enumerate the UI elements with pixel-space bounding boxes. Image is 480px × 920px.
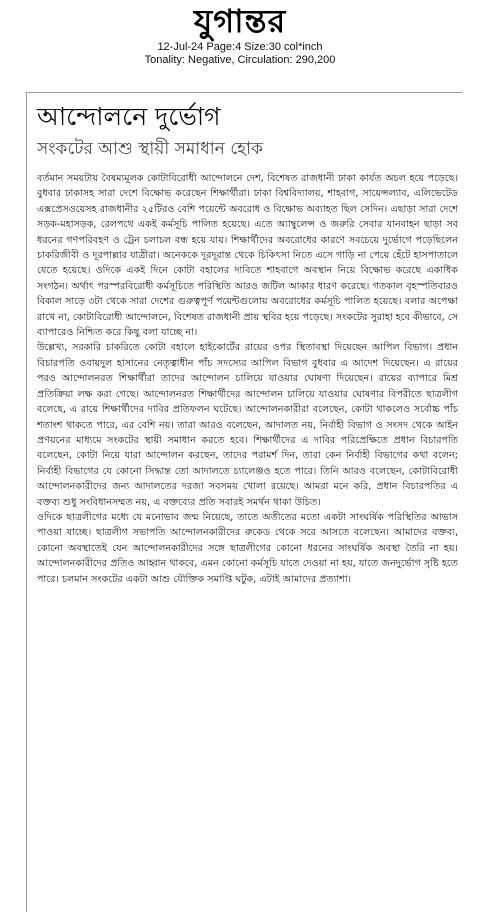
article-headline: আন্দোলনে দুর্ভোগ xyxy=(37,102,221,131)
article-paragraph: উল্লেখ্য, সরকারি চাকরিতে কোটা বহালে হাইকোর্টের রায়ের ওপর স্থিতাবস্থা দিয়েছেন আপিল বিভাগ। প্রধান বিচারপতি ওবায়দুল হাসানের নেতৃত্বাধীন পাঁচ সদস্যের আপিল বিভাগ বুধবার এ আদেশ দিয়েছেন। এ রায়ের পরও আন্দোলনরত শিক্ষার্থীরা তাদের আন্দোলন চালিয়ে যাওয়ার ঘোষণা দিয়েছেন। রায়ের ব্যাপারে মিশ্র প্রতিক্রিয়া লক্ষ করা গেছে। আন্দোলনরত শিক্ষার্থীদের আন্দোলন চালিয়ে যাওয়ার ঘোষণার বিপরীতে ছাত্রলীগ বলেছে, এ রায়ে শিক্ষার্থীদের দাবির প্রতিফলন ঘটেছে। আন্দোলনকারীরা বলেছেন, কোটা থাকলেও সর্বোচ্চ পাঁচ শতাংশ থাকতে পারে, এর বেশি নয়। তারা আরও বলেছেন, আদালত নয়, নির্বাহী বিভাগ ও সংসদ থেকে আইন প্রণয়নের মাধ্যমে সংকটের স্থায়ী সমাধান করতে হবে। শিক্ষার্থীদের এ দাবির পরিপ্রেক্ষিতে প্রধান বিচারপতি বলেছেন, কোটা নিয়ে যারা আন্দোলন করছেন, তাদের পরামর্শ দিন, তারা কেন নির্বাহী বিভাগের কথা বলেন; নির্বাহী বিভাগের যে কোনো সিদ্ধান্ত তো আদালতে চ্যালেঞ্জও হতে পারে। তিনি আরও বলেছেন, কোটাবিরোধী আন্দোলনকারীদের জন্য আদালতের দরজা সবসময় খোলা রয়েছে। আমরা মনে করি, প্রধান বিচারপতির এ বক্তব্য শুধু সংবিধানসম্মত নয়, এ বক্তব্যের প্রতি সবারই সমর্থন থাকা উচিত। xyxy=(37,342,458,508)
newspaper-logo: যুগান্তর xyxy=(193,2,287,40)
article-paragraph: বর্তমান সময়টায় বৈষম্যমূলক কোটাবিরোধী আন্দোলনে দেশ, বিশেষত রাজধানী ঢাকা কার্যত অচল হয়ে পড়েছে। বুধবার ঢাকাসহ সারা দেশে বিক্ষোভ করেছেন শিক্ষার্থীরা। ঢাকা বিশ্ববিদ্যালয়, শাহবাগ, সায়েন্সল্যাব, এলিভেটেড এক্সপ্রেসওয়েসহ রাজধানীর ২৫টিরও বেশি পয়েন্টে অবরোধ ও বিক্ষোভ অব্যাহত ছিল সেদিন। এছাড়া সারা দেশে সড়ক-মহাসড়ক, রেলপথে একই কর্মসূচি পালিত হয়েছে। এতে অ্যাম্বুলেন্স ও জরুরি সেবার যানবাহন ছাড়া সব ধরনের গণপরিবহণ ও ট্রেন চলাচল বন্ধ হয়ে যায়। শিক্ষার্থীদের অবরোধের কারণে সবচেয়ে দুর্ভোগে পড়েছিলেন চাকরিজীবী ও দূরপাল্লার যাত্রীরা। অনেককে দূরদূরান্ত থেকে চিকিৎসা নিতে এসে গাড়ি না পেয়ে হেঁটে হাসপাতালে যেতে হয়েছে। ওদিকে একই দিনে কোটা বহালের দাবিতে শাহবাগে অবস্থান নিয়ে বিক্ষোভ করেছে একাধিক সংগঠন। অর্থাৎ পরস্পরবিরোধী কর্মসূচিতে পরিস্থিতি আরও জটিল আকার ধারণ করেছে। গতকাল বৃহস্পতিবারও বিকাল সাড়ে ৩টা থেকে সারা দেশের গুরুত্বপূর্ণ পয়েন্টগুলোয় অবরোধের কর্মসূচি পালিত হয়েছে। বলার অপেক্ষা রাখে না, কোটাবিরোধী আন্দোলনে, বিশেষত রাজধানী প্রায় স্থবির হয়ে পড়েছে। সংকটের সুরাহা হবে কীভাবে, সে ব্যাপারেও নিশ্চিত করে কিছু বলা যাচ্ছে না। xyxy=(37,173,458,339)
clip-meta-line: 12-Jul-24 Page:4 Size:30 col*inch xyxy=(157,41,323,53)
article-subheadline: সংকটের আশু স্থায়ী সমাধান হোক xyxy=(37,139,263,159)
editorial-article xyxy=(26,92,462,912)
masthead xyxy=(0,0,480,82)
article-paragraph: ওদিকে ছাত্রলীগের মধ্যে যে মনোভাব জন্ম নিয়েছে, তাতে অতীতের মতো একটা সাংঘর্ষিক পরিস্থিতির আভাস পাওয়া যাচ্ছে। ছাত্রলীগ সভাপতি আন্দোলনকারীদের রুকেড থেকে সরে আসতে বলেছেন। আমাদের বক্তব্য, কোনো অবস্থাতেই যেন আন্দোলনকারীদের সঙ্গে ছাত্রলীগের কোনো ধরনের সাংঘর্ষিক অবস্থা তৈরি না হয়। আন্দোলনকারীদের প্রতিও আহ্বান থাকবে, এমন কোনো কর্মসূচি যাতে দেওয়া না হয়, যাতে জনদুর্ভোগ সৃষ্টি হতে পারে। চলমান সংকটের একটা আশু যৌক্তিক সমাপ্তি ঘটুক, এটাই আমাদের প্রত্যাশা। xyxy=(37,511,458,585)
clip-tonality-line: Tonality: Negative, Circulation: 290,200 xyxy=(144,54,336,66)
